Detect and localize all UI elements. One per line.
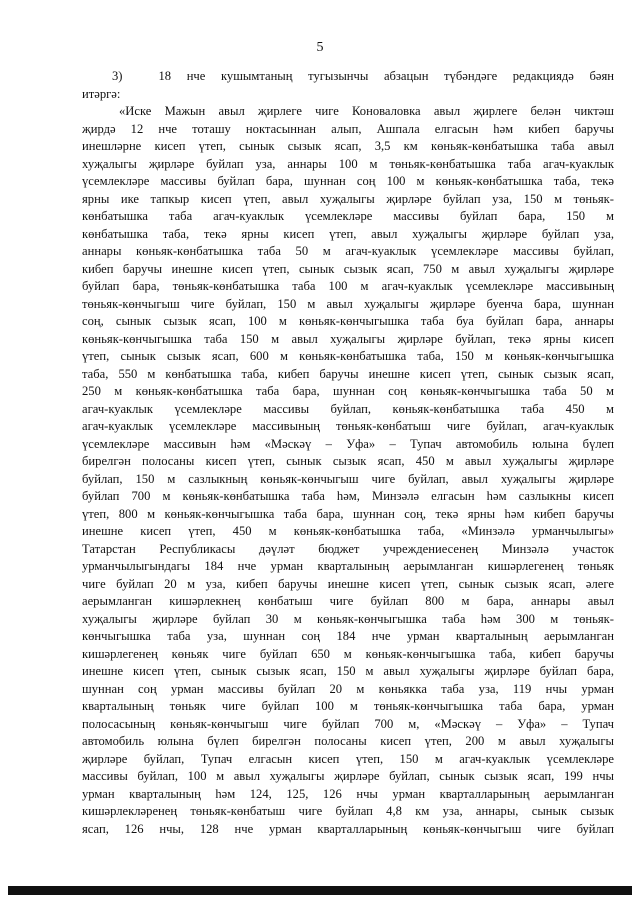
text-line: бирелгән полосаны кисеп үтеп, сынык сызык ясап, 450 м авыл хуҗалыгы җирләре [82,454,614,468]
text-line: көнчыгышка таба уза, шуннан соң 184 нче урман кварталының аерымланган [82,629,614,643]
text-line: инешләрне кисеп үтеп, сынык сызык ясап, 3,5 км көньяк-көнбатышка таба авыл [82,139,614,153]
quoted-text [82,103,614,838]
amendment-item [82,68,614,103]
text-line: буйлап, 150 м сазлыкның көньяк-көнчыгыш чиге буйлап, авыл хуҗалыгы җирләре [82,471,614,486]
text-line: үсемлекләре массивын һәм «Мәскәү – Уфа» – Тупач автомобиль юлына бүлеп [82,436,614,451]
text-line: автомобиль юлына бүлеп бирелгән полосаны кисеп үтеп, 200 м авыл хуҗалыгы [82,734,614,748]
text-line: агач-куаклык үсемлекләре массивының төньяк-көнбатыш чиге буйлап, агач-куаклык [82,419,614,433]
item-number: 3) [112,69,123,83]
text-line: агач-куаклык үсемлекләре массивы буйлап, көньяк-көнбатышка таба 450 м [82,401,614,416]
text-line: көнбатышка таба агач-куаклык үсемлекләре массивы буйлап бара, 150 м [82,209,614,223]
text-line: соң, сынык сызык ясап, 100 м көньяк-көнчыгышка таба буа буйлап бара, аннары [82,314,614,328]
text-line: көнбатышка таба, текә ярны кисеп үтеп, авыл хуҗалыгы җирләре буйлап уза, [82,226,614,241]
text-line: үсемлекләре массивы буйлап бара, шуннан соң 100 м көньяк-көнбатышка таба, текә [82,174,614,188]
text-line: Татарстан Республикасы дәүләт бюджет учреждениесенең Минзәлә участок [82,541,614,556]
text-line: «Иске Мажын авыл җирлеге чиге Коноваловка авыл җирлеге белән чиктәш [119,104,614,118]
text-line: шуннан соң урман массивы буйлап 20 м көньякка таба уза, 119 нчы урман [82,681,614,696]
text-line: ясап, 126 нчы, 128 нче урман кварталларының көньяк-көнчыгыш чиге буйлап [82,821,614,836]
text-line: 250 м көньяк-көнбатышка таба бара, шуннан соң көньяк-көнчыгышка таба 50 м [82,384,614,398]
text-line: урман кварталының һәм 124, 125, 126 нчы урман кварталларының аерымланган [82,786,614,801]
text-line: таба, 550 м көнбатышка таба, кибеп баручы инешне кисеп үтеп, сынык сызык ясап, [82,366,614,381]
text-line: полосасының көньяк-көнчыгыш чиге буйлап 700 м, «Мәскәү – Уфа» – Тупач [82,716,614,731]
text-line: кишәрлегенең көньяк чиге буйлап 650 м көньяк-көнчыгышка таба, кибеп баручы [82,646,614,661]
page-number: 5 [316,40,324,55]
text-line: кишәрлекләренең төньяк-көнбатыш чиге буйлап 4,8 км уза, аннары, сынык сызык [82,804,614,818]
text-line: үтеп, 800 м көньяк-көнчыгышка таба бара, шуннан соң, текә ярны һәм кибеп баручы [82,506,614,521]
text-line: аннары көньяк-көнбатышка таба 50 м агач-куаклык үсемлекләре массивы буйлап, [82,244,614,258]
text-line: ярны ике тапкыр кисеп үтеп, авыл хуҗалыгы җирләре буйлап уза, 150 м төньяк- [82,191,614,206]
text-line: массивы буйлап, 100 м авыл хуҗалыгы җирләре буйлап, сынык сызык ясап, 199 нчы [82,769,614,783]
text-line: төньяк-көнчыгыш чиге буйлап, 150 м авыл хуҗалыгы җирләре буенча бара, шуннан [82,296,614,311]
text-line: көньяк-көнчыгышка таба 150 м авыл хуҗалыгы җирләре буйлап, текә ярны кисеп [82,331,614,346]
text-line: кварталының төньяк чиге буйлап 100 м төньяк-көнчыгышка таба бара, урман [82,699,614,713]
scan-border [8,886,632,895]
text-line: хуҗалыгы җирләре буйлап уза, аннары 100 м төньяк-көнбатышка таба агач-куаклык [82,156,614,171]
text-line: инешне кисеп үтеп, сынык сызык ясап, 150 м авыл хуҗалыгы җирләре буйлап бара, [82,664,614,678]
text-line: аерымланган кишәрлекнең көнбатыш чиге буйлап 800 м бара, аннары авыл [82,594,614,608]
item-text-line: 18 нче кушымтаның тугызынчы абзацын түбәндәге редакциядә бәян [158,69,614,83]
text-line: җирләре буйлап, Тупач елгасын кисеп үтеп, 150 м агач-куаклык үсемлекләре [82,751,614,766]
item-first-line [82,68,614,86]
text-line: хуҗалыгы җирләре буйлап 30 м көньяк-көнчыгышка таба һәм 300 м төньяк- [82,611,614,626]
document-body [82,68,614,838]
text-line: җирдә 12 нче тоташу ноктасыннан алып, Ашпала елгасын һәм кибеп баручы [82,121,614,136]
text-line: чиге буйлап 20 м уза, кибеп баручы инешне кисеп үтеп, сынык сызык ясап, әлеге [82,576,614,591]
text-line: урманчылыгындагы 184 нче урман кварталының аерымланган кишәрлегенең төньяк [82,559,614,573]
item-text-line: итәргә: [82,86,121,101]
text-line: кибеп баручы инешне кисеп үтеп, сынык сызык ясап, 750 м авыл хуҗалыгы җирләре [82,261,614,276]
text-line: үтеп, сынык сызык ясап, 600 м көньяк-көнбатышка таба, 150 м көньяк-көнчыгышка [82,349,614,363]
text-line: буйлап бара, төньяк-көнбатышка таба 100 м агач-куаклык үсемлекләре массивының [82,279,614,293]
text-line: инешне кисеп үтеп, 450 м көньяк-көнбатышка таба, «Минзәлә урманчылыгы» [82,524,614,538]
text-line: буйлап 700 м көньяк-көнбатышка таба һәм, Минзәлә елгасын һәм сазлыкны кисеп [82,489,614,503]
